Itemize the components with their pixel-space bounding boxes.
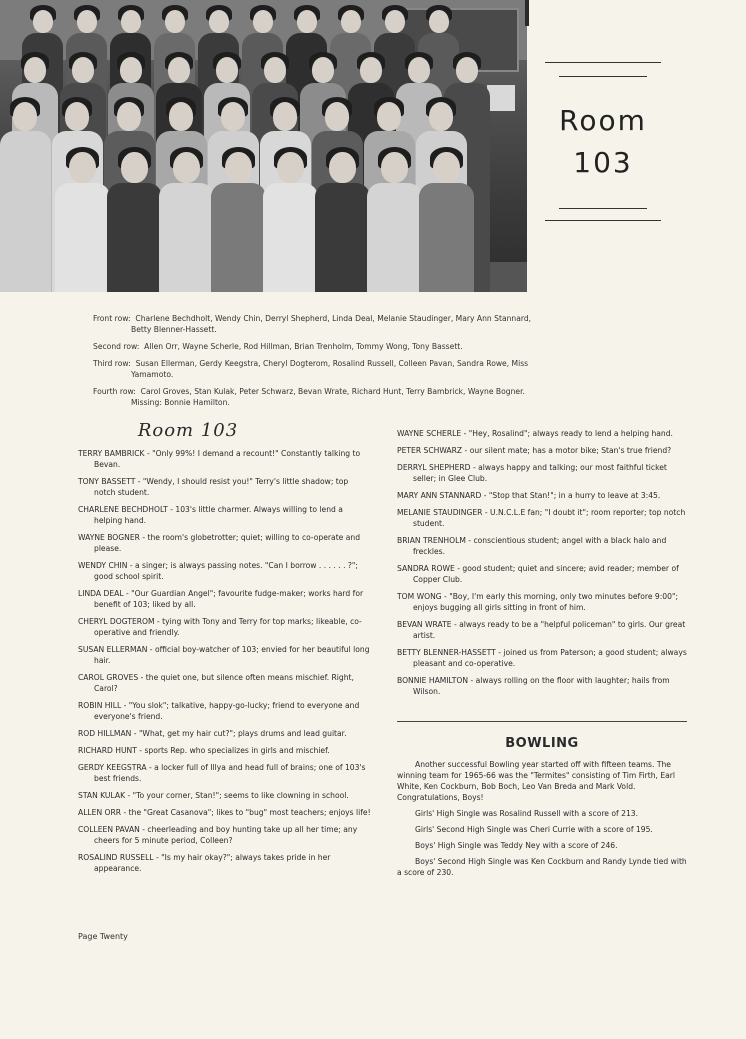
caption-row bbox=[93, 386, 533, 408]
student-name: SANDRA ROWE bbox=[397, 564, 455, 573]
student-description: "Hey, Rosalind"; always ready to lend a helping hand. bbox=[468, 429, 673, 438]
student-entry: WENDY CHIN - a singer; is always passing notes. "Can I borrow . . . . . . ?"; good school spirit. bbox=[78, 561, 358, 581]
student-entry: CHARLENE BECHDHOLT - 103's little charmer. Always willing to lend a helping hand. bbox=[78, 505, 343, 525]
student-name: WENDY CHIN bbox=[78, 561, 128, 570]
bowling-paragraph: Another successful Bowling year started off with fifteen teams. The winning team for 1965-66 was the "Termites" consisting of Tim Firth, Earl White, Ken Cockburn, Bob Boch, Leo Van Breda and Mark Vold. Congratulations, Boys! bbox=[397, 760, 676, 802]
photo-clothing bbox=[107, 183, 162, 292]
student-entry: MARY ANN STANNARD - "Stop that Stan!"; in a hurry to leave at 3:45. bbox=[397, 491, 661, 500]
student-entry: COLLEEN PAVAN - cheerleading and boy hunting take up all her time; any cheers for 5 minute period, Colleen? bbox=[78, 825, 358, 845]
photo-face bbox=[33, 10, 53, 33]
photo-face bbox=[253, 10, 273, 33]
student-name: ROBIN HILL bbox=[78, 701, 122, 710]
photo-face bbox=[377, 102, 401, 131]
student-name: PETER SCHWARZ bbox=[397, 446, 463, 455]
photo-clothing bbox=[0, 131, 51, 292]
student-name: CHARLENE BECHDHOLT bbox=[78, 505, 168, 514]
photo-face bbox=[24, 57, 46, 83]
title-rule bbox=[545, 220, 661, 221]
photo-face bbox=[264, 57, 286, 83]
student-description: cheerleading and boy hunting take up all her time; any cheers for 5 minute period, Colleen? bbox=[94, 825, 358, 845]
photo-face bbox=[72, 57, 94, 83]
student-name: ROD HILLMAN bbox=[78, 729, 132, 738]
student-description: a locker full of Illya and head full of brains; one of 103's best friends. bbox=[94, 763, 366, 783]
student-name: DERRYL SHEPHERD bbox=[397, 463, 471, 472]
student-description: the room's globetrotter; quiet; willing to co-operate and please. bbox=[94, 533, 361, 553]
caption-names: Allen Orr, Wayne Scherle, Rod Hillman, Brian Trenholm, Tommy Wong, Tony Bassett. bbox=[144, 342, 463, 351]
photo-face bbox=[165, 10, 185, 33]
student-list-right bbox=[397, 428, 690, 697]
title-room: Room bbox=[559, 104, 647, 137]
student-name: WAYNE SCHERLE bbox=[397, 429, 462, 438]
student-entry: BEVAN WRATE - always ready to be a "helpful policeman" to girls. Our great artist. bbox=[397, 620, 686, 640]
edge-mark bbox=[525, 0, 529, 26]
student-entry: TERRY BAMBRICK - "Only 99%! I demand a recount!" Constantly talking to Bevan. bbox=[78, 449, 361, 469]
student-entry: RICHARD HUNT - sports Rep. who specializes in girls and mischief. bbox=[78, 746, 330, 755]
photo-face bbox=[433, 152, 459, 183]
student-description: "You slok"; talkative, happy-go-lucky; friend to everyone and everyone's friend. bbox=[94, 701, 360, 721]
photo-face bbox=[121, 10, 141, 33]
student-entry: SANDRA ROWE - good student; quiet and sincere; avid reader; member of Copper Club. bbox=[397, 564, 679, 584]
divider bbox=[397, 721, 687, 722]
student-entry: SUSAN ELLERMAN - official boy-watcher of 103; envied for her beautiful long hair. bbox=[78, 645, 370, 665]
student-entry: GERDY KEEGSTRA - a locker full of Illya and head full of brains; one of 103's best friends. bbox=[78, 763, 366, 783]
photo-face bbox=[225, 152, 251, 183]
student-name: BRIAN TRENHOLM bbox=[397, 536, 466, 545]
student-description: the "Great Casanova"; likes to "bug" most teachers; enjoys life! bbox=[128, 808, 371, 817]
student-description: always rolling on the floor with laughter; hails from Wilson. bbox=[413, 676, 670, 696]
student-description: U.N.C.L.E fan; "I doubt it"; room reporter; top notch student. bbox=[413, 508, 686, 528]
student-entry: ROSALIND RUSSELL - "Is my hair okay?"; always takes pride in her appearance. bbox=[78, 853, 331, 873]
student-description: "Our Guardian Angel"; favourite fudge-maker; works hard for benefit of 103; liked by all. bbox=[94, 589, 364, 609]
photo-face bbox=[273, 102, 297, 131]
photo-face bbox=[65, 102, 89, 131]
photo-face bbox=[221, 102, 245, 131]
caption-label: Second row: bbox=[93, 342, 140, 351]
student-description: always happy and talking; our most faithful ticket seller; in Glee Club. bbox=[413, 463, 667, 483]
caption-names: Carol Groves, Stan Kulak, Peter Schwarz, Bevan Wrate, Richard Hunt, Terry Bambrick, Wayne Bogner. Missing: Bonnie Hamilton. bbox=[131, 387, 525, 407]
student-description: tying with Tony and Terry for top marks; likeable, co-operative and friendly. bbox=[94, 617, 362, 637]
photo-face bbox=[329, 152, 355, 183]
student-entry: DERRYL SHEPHERD - always happy and talking; our most faithful ticket seller; in Glee Club. bbox=[397, 463, 667, 483]
caption-row bbox=[93, 341, 533, 352]
student-entry: ALLEN ORR - the "Great Casanova"; likes to "bug" most teachers; enjoys life! bbox=[78, 808, 371, 817]
caption-names: Charlene Bechdholt, Wendy Chin, Derryl Shepherd, Linda Deal, Melanie Staudinger, Mary Ann Stannard, Betty Blenner-Hassett. bbox=[131, 314, 532, 334]
photo-face bbox=[169, 102, 193, 131]
student-description: "Is my hair okay?"; always takes pride in her appearance. bbox=[94, 853, 331, 873]
student-name: COLLEEN PAVAN bbox=[78, 825, 140, 834]
bowling-paragraph: Girls' Second High Single was Cheri Currie with a score of 195. bbox=[415, 825, 653, 834]
student-list-left bbox=[78, 448, 371, 874]
student-description: "Boy, I'm early this morning, only two minutes before 9:00"; enjoys bugging all girls sitting in front of him. bbox=[413, 592, 679, 612]
photo-face bbox=[117, 102, 141, 131]
photo-face bbox=[77, 10, 97, 33]
student-entry: WAYNE SCHERLE - "Hey, Rosalind"; always ready to lend a helping hand. bbox=[397, 429, 673, 438]
student-name: TERRY BAMBRICK bbox=[78, 449, 145, 458]
photo-caption bbox=[93, 313, 533, 414]
caption-label: Third row: bbox=[93, 359, 131, 368]
caption-row bbox=[93, 358, 533, 380]
student-name: TONY BASSETT bbox=[78, 477, 136, 486]
photo-face bbox=[325, 102, 349, 131]
room-title-block bbox=[545, 58, 665, 228]
photo-face bbox=[209, 10, 229, 33]
student-name: ROSALIND RUSSELL bbox=[78, 853, 154, 862]
student-description: a singer; is always passing notes. "Can I borrow . . . . . . ?"; good school spirit. bbox=[94, 561, 358, 581]
student-entry: BONNIE HAMILTON - always rolling on the floor with laughter; hails from Wilson. bbox=[397, 676, 670, 696]
student-name: CAROL GROVES bbox=[78, 673, 139, 682]
student-description: the quiet one, but silence often means mischief. Right, Carol? bbox=[94, 673, 354, 693]
student-name: RICHARD HUNT bbox=[78, 746, 137, 755]
bowling-text bbox=[397, 759, 690, 878]
student-entry: PETER SCHWARZ - our silent mate; has a motor bike; Stan's true friend? bbox=[397, 446, 672, 455]
left-column bbox=[78, 420, 371, 880]
student-description: "To your corner, Stan!"; seems to like clowning in school. bbox=[132, 791, 349, 800]
title-number: 103 bbox=[573, 146, 633, 179]
caption-names: Susan Ellerman, Gerdy Keegstra, Cheryl Dogterom, Rosalind Russell, Colleen Pavan, Sandra Rowe, Miss Yamamoto. bbox=[131, 359, 529, 379]
student-description: 103's little charmer. Always willing to lend a helping hand. bbox=[94, 505, 343, 525]
student-description: good student; quiet and sincere; avid reader; member of Copper Club. bbox=[413, 564, 679, 584]
photo-clothing bbox=[55, 183, 110, 292]
photo-face bbox=[429, 10, 449, 33]
bowling-paragraph: Boys' High Single was Teddy Ney with a score of 246. bbox=[415, 841, 618, 850]
student-entry: MELANIE STAUDINGER - U.N.C.L.E fan; "I doubt it"; room reporter; top notch student. bbox=[397, 508, 686, 528]
photo-clothing bbox=[211, 183, 266, 292]
student-entry: WAYNE BOGNER - the room's globetrotter; quiet; willing to co-operate and please. bbox=[78, 533, 361, 553]
photo-face bbox=[173, 152, 199, 183]
student-description: always ready to be a "helpful policeman" to girls. Our great artist. bbox=[413, 620, 686, 640]
title-rule bbox=[559, 208, 647, 209]
caption-row bbox=[93, 313, 533, 335]
student-description: official boy-watcher of 103; envied for her beautiful long hair. bbox=[94, 645, 370, 665]
student-entry: LINDA DEAL - "Our Guardian Angel"; favourite fudge-maker; works hard for benefit of 103; liked by all. bbox=[78, 589, 364, 609]
photo-face bbox=[341, 10, 361, 33]
student-name: BETTY BLENNER-HASSETT bbox=[397, 648, 496, 657]
photo-face bbox=[381, 152, 407, 183]
student-name: BONNIE HAMILTON bbox=[397, 676, 469, 685]
photo-face bbox=[456, 57, 478, 83]
student-name: BEVAN WRATE bbox=[397, 620, 452, 629]
student-name: CHERYL DOGTEROM bbox=[78, 617, 155, 626]
photo-face bbox=[121, 152, 147, 183]
student-entry: BRIAN TRENHOLM - conscientious student; angel with a black halo and freckles. bbox=[397, 536, 667, 556]
student-entry: ROBIN HILL - "You slok"; talkative, happy-go-lucky; friend to everyone and everyone's friend. bbox=[78, 701, 360, 721]
student-name: TOM WONG bbox=[397, 592, 442, 601]
student-entry: ROD HILLMAN - "What, get my hair cut?"; plays drums and lead guitar. bbox=[78, 729, 347, 738]
photo-clothing bbox=[367, 183, 422, 292]
page-number: Page Twenty bbox=[78, 932, 128, 941]
photo-clothing bbox=[419, 183, 474, 292]
photo-clothing bbox=[315, 183, 370, 292]
section-heading: Room 103 bbox=[137, 420, 239, 441]
student-name: SUSAN ELLERMAN bbox=[78, 645, 148, 654]
title-rule bbox=[545, 62, 661, 63]
right-column bbox=[397, 428, 690, 883]
photo-face bbox=[429, 102, 453, 131]
photo-face bbox=[168, 57, 190, 83]
student-name: GERDY KEEGSTRA bbox=[78, 763, 147, 772]
photo-face bbox=[277, 152, 303, 183]
student-entry: BETTY BLENNER-HASSETT - joined us from Paterson; a good student; always pleasant and co-operative. bbox=[397, 648, 687, 668]
photo-face bbox=[360, 57, 382, 83]
class-photo bbox=[0, 0, 527, 292]
student-name: WAYNE BOGNER bbox=[78, 533, 140, 542]
photo-face bbox=[385, 10, 405, 33]
title-rule bbox=[559, 76, 647, 77]
student-entry: CAROL GROVES - the quiet one, but silence often means mischief. Right, Carol? bbox=[78, 673, 354, 693]
student-name: LINDA DEAL bbox=[78, 589, 124, 598]
caption-label: Front row: bbox=[93, 314, 131, 323]
photo-notice bbox=[487, 85, 515, 111]
bowling-paragraph: Boys' Second High Single was Ken Cockburn and Randy Lynde tied with a score of 230. bbox=[397, 857, 687, 877]
student-description: "Stop that Stan!"; in a hurry to leave at 3:45. bbox=[488, 491, 661, 500]
student-description: our silent mate; has a motor bike; Stan's true friend? bbox=[469, 446, 672, 455]
photo-face bbox=[408, 57, 430, 83]
photo-face bbox=[69, 152, 95, 183]
student-name: STAN KULAK bbox=[78, 791, 126, 800]
photo-face bbox=[120, 57, 142, 83]
student-entry: STAN KULAK - "To your corner, Stan!"; seems to like clowning in school. bbox=[78, 791, 349, 800]
photo-face bbox=[312, 57, 334, 83]
photo-face bbox=[13, 102, 37, 131]
student-name: ALLEN ORR bbox=[78, 808, 122, 817]
student-name: MARY ANN STANNARD bbox=[397, 491, 482, 500]
student-name: MELANIE STAUDINGER bbox=[397, 508, 483, 517]
student-description: "Wendy, I should resist you!" Terry's little shadow; top notch student. bbox=[94, 477, 349, 497]
caption-label: Fourth row: bbox=[93, 387, 136, 396]
student-description: "Only 99%! I demand a recount!" Constantly talking to Bevan. bbox=[94, 449, 361, 469]
student-entry: TONY BASSETT - "Wendy, I should resist you!" Terry's little shadow; top notch student. bbox=[78, 477, 349, 497]
bowling-paragraph: Girls' High Single was Rosalind Russell with a score of 213. bbox=[415, 809, 639, 818]
bowling-heading: BOWLING bbox=[505, 736, 579, 751]
student-description: conscientious student; angel with a black halo and freckles. bbox=[413, 536, 667, 556]
photo-clothing bbox=[159, 183, 214, 292]
student-description: joined us from Paterson; a good student; always pleasant and co-operative. bbox=[413, 648, 687, 668]
student-entry: CHERYL DOGTEROM - tying with Tony and Terry for top marks; likeable, co-operative and friendly. bbox=[78, 617, 362, 637]
student-entry: TOM WONG - "Boy, I'm early this morning, only two minutes before 9:00"; enjoys bugging all girls sitting in front of him. bbox=[397, 592, 679, 612]
photo-face bbox=[216, 57, 238, 83]
photo-clothing bbox=[263, 183, 318, 292]
student-description: sports Rep. who specializes in girls and mischief. bbox=[144, 746, 330, 755]
student-description: "What, get my hair cut?"; plays drums and lead guitar. bbox=[138, 729, 347, 738]
photo-face bbox=[297, 10, 317, 33]
